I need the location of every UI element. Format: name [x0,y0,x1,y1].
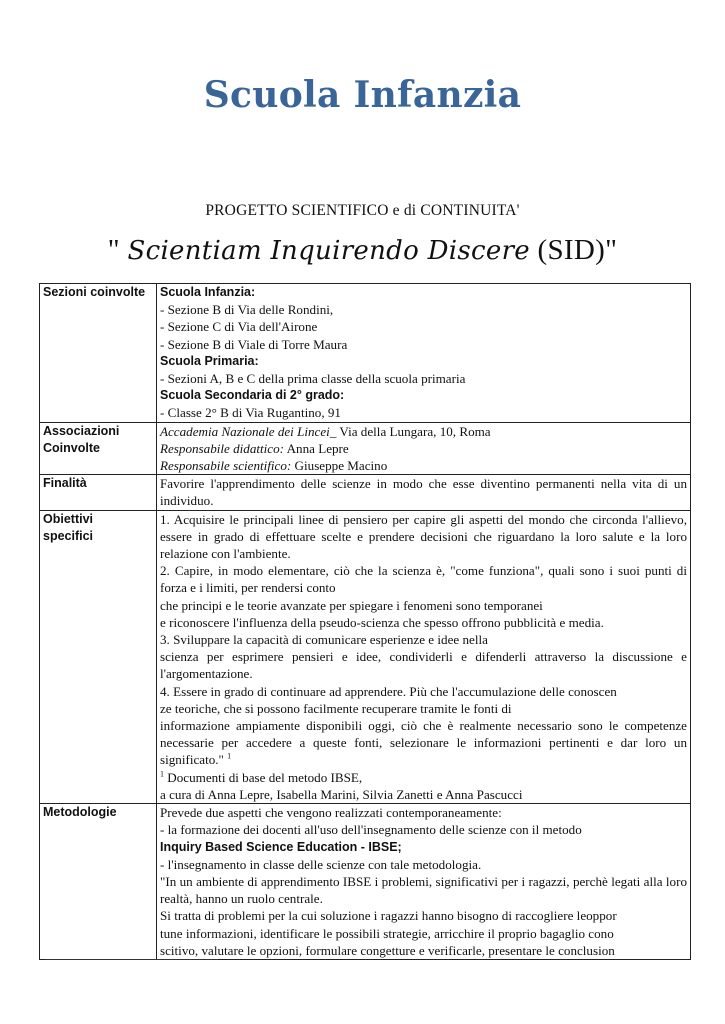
row-label-finalita: Finalità [40,475,157,510]
table-row-finalita [40,475,691,510]
table-row-obiettivi [40,510,691,803]
row-content-sezioni [157,284,691,423]
method-line: - la formazione dei docenti all'uso dell'insegnamento delle scienze con il metodo [160,822,582,838]
method-line: Si tratta di problemi per la cui soluzione i ragazzi hanno bisogno di raccogliere leoppor [160,908,617,924]
project-table [39,283,691,960]
row-content-associazioni [157,422,691,475]
table-row-metodologie [40,804,691,960]
project-name [0,234,725,267]
method-line: tune informazioni, identificare le possibili strategie, arricchire il proprio bagaglio cono [160,925,614,941]
section-item: - Sezioni A, B e C della prima classe della scuola primaria [160,371,466,387]
label-line: Associazioni [43,423,120,438]
row-content-finalita: Favorire l'apprendimento delle scienze in modo che esse diventino permanenti nella vita di un individuo. [157,475,691,510]
school-heading: Scuola Secondaria di 2° grado: [160,388,345,403]
didactic-lead-label: Responsabile didattico: [160,440,285,456]
label-line: Coinvolte [43,440,100,455]
row-label-sezioni: Sezioni coinvolte [40,284,157,423]
objective-3-continued: scienza per esprimere pensieri e idee, condividerli e difenderli attraverso la discussione e l'argomentazione. [160,649,687,682]
didactic-lead [160,440,687,457]
association-street: Via della Lungara, 10, Roma [336,423,491,439]
scientific-lead [160,457,687,474]
label-line: specifici [43,528,94,543]
page-title: Scuola Infanzia [203,74,522,116]
objective-1: 1. Acquisire le principali linee di pensiero per capire gli aspetti del mondo che circonda l'allievo, essere in grado di effettuare scelte e prendere decisioni che riguardano la loro salute e la loro relazione con l'ambiente. [160,511,687,562]
association-name: Accademia Nazionale dei Lincei_ [160,423,337,439]
section-item: - Sezione B di Viale di Torre Maura [160,336,348,352]
row-label-metodologie: Metodologie [40,804,157,960]
association-address [160,423,687,440]
objective-4-text: informazione ampiamente disponibili oggi, ciò che è realmente necessario sono le competenze necessarie per accedere a queste fonti, selezionare le informazioni pertinenti e dar loro un significato." [160,718,687,768]
method-quote: "In un ambiente di apprendimento IBSE i problemi, significativi per i ragazzi, perchè legati alla loro realtà, hanno un ruolo centrale. [160,873,687,907]
objective-4-continued [160,717,687,769]
objective-3: 3. Sviluppare la capacità di comunicare esperienze e idee nella [160,632,488,648]
footnote-marker: 1 [227,752,232,762]
method-name: Inquiry Based Science Education - IBSE; [160,839,402,854]
school-heading: Scuola Infanzia: [160,285,256,299]
method-line: scitivo, valutare le opzioni, formulare congetture e verificarle, presentare le conclusion [160,942,615,958]
method-line: Prevede due aspetti che vengono realizzati contemporaneamente: [160,805,502,821]
section-item: - Sezione B di Via delle Rondini, [160,302,334,318]
table-row-sezioni [40,284,691,423]
objective-4: 4. Essere in grado di continuare ad apprendere. Più che l'accumulazione delle conoscen [160,683,617,699]
footnote-number: 1 [160,769,164,779]
row-content-metodologie [157,804,691,960]
footnote-source: Documenti di base del metodo IBSE, [164,769,363,785]
project-subtitle: PROGETTO SCIENTIFICO e di CONTINUITA' [205,202,520,219]
footnote-reference [160,769,687,786]
table-row-associazioni [40,422,691,475]
section-item: - Sezione C di Via dell'Airone [160,319,318,335]
project-acronym: (SID)" [529,234,618,266]
objective-4-continued: ze teoriche, che si possono facilmente recuperare tramite le fonti di [160,700,512,716]
scientific-lead-label: Responsabile scientifico: [160,458,292,474]
row-label-associazioni [40,422,157,475]
school-heading: Scuola Primaria: [160,353,259,368]
objective-2-continued: e riconoscere l'influenza della pseudo-scienza che spesso offrono pubblicità e media. [160,614,604,630]
label-line: Obiettivi [43,511,94,526]
project-quote-open: " [107,234,128,266]
project-latin-name: Scientiam Inquirendo Discere [127,236,530,266]
footnote-divider [45,959,218,960]
row-content-obiettivi [157,510,691,803]
footnote-authors: a cura di Anna Lepre, Isabella Marini, Silvia Zanetti e Anna Pascucci [160,786,523,802]
row-label-obiettivi [40,510,157,803]
didactic-lead-name: Anna Lepre [284,440,349,456]
method-line: - l'insegnamento in classe delle scienze con tale metodologia. [160,856,482,872]
scientific-lead-name: Giuseppe Macino [291,458,388,474]
section-item: - Classe 2° B di Via Rugantino, 91 [160,405,341,421]
objective-2-continued: che principi e le teorie avanzate per spiegare i fenomeni sono temporanei [160,597,543,613]
objective-2: 2. Capire, in modo elementare, ciò che la scienza è, "come funziona", quali sono i suoi punti di forza e i limiti, per rendersi conto [160,563,687,596]
